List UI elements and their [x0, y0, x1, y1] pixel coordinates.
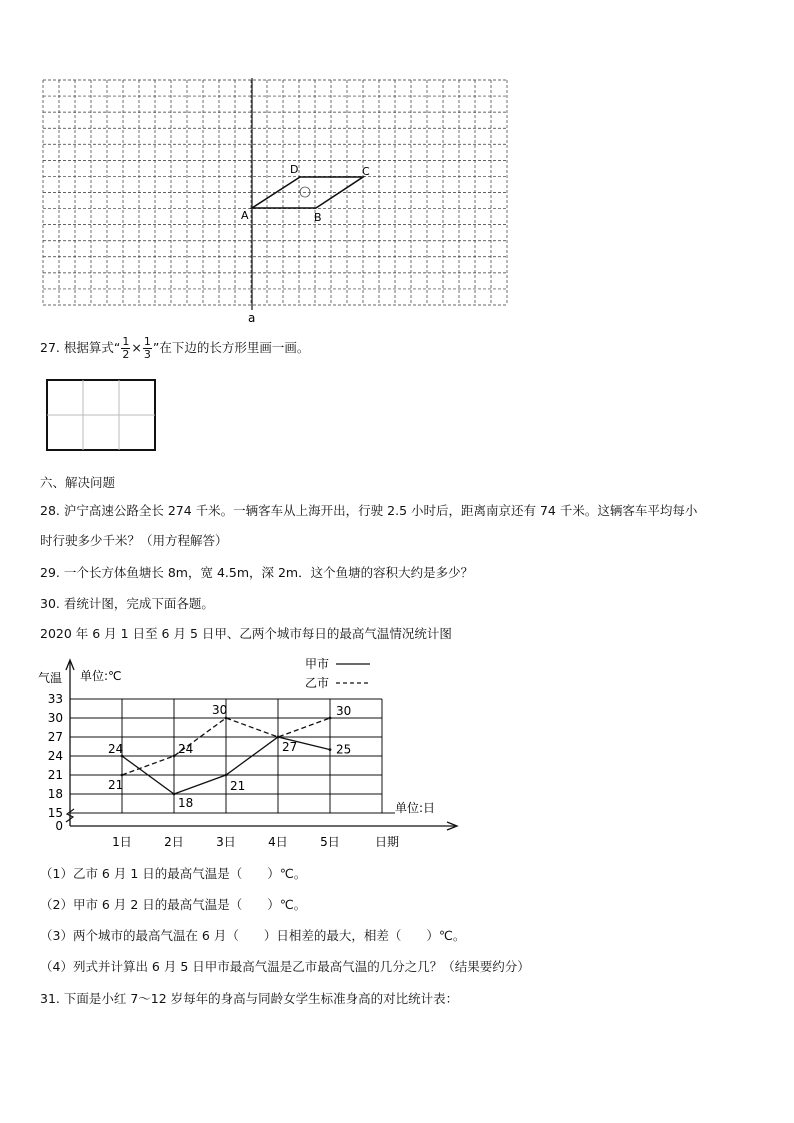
data-label: 18 [178, 796, 194, 810]
q30-sub-2: （2）甲市 6 月 2 日的最高气温是（ ）℃。 [40, 897, 307, 912]
data-label: 21 [108, 778, 124, 792]
q31-text: 下面是小红 7～12 岁每年的身高与同龄女学生标准身高的对比统计表： [63, 991, 459, 1006]
data-point [225, 774, 228, 777]
q27-text-after: ”在下边的长方形里画一画。 [152, 340, 310, 355]
region-1-circle [300, 187, 310, 197]
data-label: 24 [178, 742, 194, 756]
y-tick-label: 24 [47, 749, 63, 763]
x-tick-label: 3日 [216, 835, 236, 849]
q29-line [40, 563, 473, 581]
q29-number: 29. [40, 565, 60, 580]
q27-text-before: 根据算式“ [63, 340, 121, 355]
data-label: 27 [282, 740, 298, 754]
q27-line [40, 336, 309, 361]
data-point [329, 748, 332, 751]
x-tick-label: 1日 [112, 835, 132, 849]
chart-y-ticks [48, 692, 63, 833]
label-a-point: A [241, 209, 249, 222]
data-label: 25 [336, 742, 352, 757]
q30-sub-1: （1）乙市 6 月 1 日的最高气温是（ ）℃。 [40, 866, 307, 881]
temperature-line-chart [0, 650, 794, 855]
data-point [225, 717, 228, 720]
q27-rectangle [44, 377, 160, 453]
q30-text: 看统计图，完成下面各题。 [63, 596, 214, 611]
label-d-point: D [290, 163, 299, 176]
q30-sub-4: （4）列式并计算出 6 月 5 日甲市最高气温是乙市最高气温的几分之几？（结果要约分） [40, 959, 530, 974]
y-tick-label: 33 [47, 692, 63, 706]
q28-text-1: 沪宁高速公路全长 274 千米。一辆客车从上海开出，行驶 2.5 小时后，距离南京还有 74 千米。这辆客车平均每小 [63, 503, 698, 518]
label-axis-a: a [248, 311, 256, 325]
data-point [277, 736, 280, 739]
x-tick-label: 2日 [164, 835, 184, 849]
y-tick-label: 15 [47, 806, 63, 820]
q31-line [40, 989, 458, 1007]
data-point [173, 755, 176, 758]
times-sign: × [131, 340, 142, 355]
y-tick-label: 30 [47, 711, 63, 725]
fraction-half: $\frac{1}{2}$ [122, 335, 130, 361]
data-point [329, 717, 332, 720]
q30-number: 30. [40, 596, 60, 611]
y-tick-label: 0 [55, 819, 63, 833]
section-heading: 六、解决问题 [40, 475, 116, 490]
legend-jia-label: 甲市 [305, 657, 330, 671]
q27-number: 27. [40, 340, 60, 355]
x-axis-title: 日期 [375, 835, 400, 849]
data-point [121, 774, 124, 777]
q30-line [40, 594, 214, 612]
label-b-point: B [314, 211, 322, 224]
q28-number: 28. [40, 503, 60, 518]
fraction-third: $\frac{1}{3}$ [143, 335, 151, 361]
legend-yi-label: 乙市 [305, 676, 330, 690]
q31-number: 31. [40, 991, 60, 1006]
chart-x-categories [112, 835, 340, 849]
data-label: 21 [230, 779, 246, 793]
q30-sub-3: （3）两个城市的最高气温在 6 月（ ）日相差的最大，相差（ ）℃。 [40, 928, 466, 943]
x-unit: 单位:日 [395, 801, 436, 815]
q28-line2: 时行驶多少千米？（用方程解答） [40, 533, 228, 548]
y-unit: 单位:℃ [80, 669, 122, 683]
chart-title: 2020 年 6 月 1 日至 6 月 5 日甲、乙两个城市每日的最高气温情况统计图 [40, 626, 452, 641]
data-label: 24 [108, 742, 124, 756]
grid-figure [0, 0, 794, 330]
x-tick-label: 4日 [268, 835, 288, 849]
x-tick-label: 5日 [320, 835, 340, 849]
q28-line1 [40, 501, 697, 519]
label-c-point: C [362, 165, 370, 178]
y-tick-label: 27 [47, 730, 63, 744]
data-label: 30 [212, 703, 228, 717]
data-point [173, 793, 176, 796]
chart-legend [305, 657, 370, 690]
q29-text: 一个长方体鱼塘长 8m，宽 4.5m，深 2m．这个鱼塘的容积大约是多少？ [63, 565, 474, 580]
y-axis-title: 气温 [38, 671, 63, 685]
y-tick-label: 21 [47, 768, 63, 782]
data-label: 30 [336, 704, 352, 718]
y-tick-label: 18 [47, 787, 63, 801]
